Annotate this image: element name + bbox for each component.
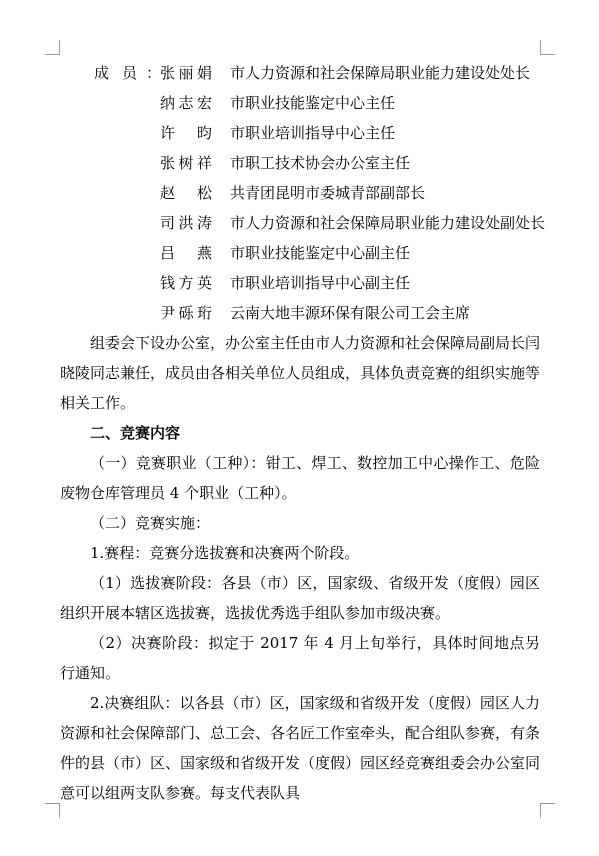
member-row bbox=[60, 268, 540, 298]
member-title: 市人力资源和社会保障局职业能力建设处副处长 bbox=[230, 214, 546, 232]
schedule-paragraph: 1.赛程：竞赛分选拔赛和决赛两个阶段。 bbox=[90, 544, 360, 562]
document-page bbox=[60, 58, 546, 808]
members-label: 成员 bbox=[94, 64, 151, 82]
member-name: 赵松 bbox=[160, 184, 212, 202]
member-row bbox=[60, 58, 540, 88]
section-heading: 二、竞赛内容 bbox=[90, 424, 181, 442]
member-title: 云南大地丰源环保有限公司工会主席 bbox=[230, 304, 471, 322]
member-name: 纳志宏 bbox=[160, 94, 212, 112]
member-title: 共青团昆明市委城青部副部长 bbox=[230, 184, 426, 202]
member-title: 市职工技术协会办公室主任 bbox=[230, 154, 411, 172]
member-title: 市职业技能鉴定中心副主任 bbox=[230, 244, 411, 262]
final-paragraph: （2）决赛阶段：拟定于 2017 年 4 月上旬举行，具体时间地点另行通知。 bbox=[60, 634, 540, 682]
member-row bbox=[60, 88, 540, 118]
member-name: 司洪涛 bbox=[160, 214, 212, 232]
member-title: 市职业技能鉴定中心主任 bbox=[230, 94, 396, 112]
member-title: 市职业培训指导中心副主任 bbox=[230, 274, 411, 292]
member-name: 尹砾珩 bbox=[160, 304, 212, 322]
member-name: 张树祥 bbox=[160, 154, 212, 172]
crop-mark-bottom-right bbox=[540, 803, 555, 818]
office-paragraph: 组委会下设办公室，办公室主任由市人力资源和社会保障局副局长闫晓陵同志兼任，成员由各相关单位人员组成，具体负责竞赛的组织实施等相关工作。 bbox=[60, 334, 541, 412]
crop-mark-top-left bbox=[45, 40, 60, 55]
member-row bbox=[60, 118, 540, 148]
crop-mark-top-right bbox=[540, 40, 555, 55]
member-name: 钱方英 bbox=[160, 274, 212, 292]
member-row bbox=[60, 208, 546, 238]
selection-paragraph: （1）选拔赛阶段：各县（市）区，国家级、省级开发（度假）园区组织开展本辖区选拔赛，选拔优秀选手组队参加市级决赛。 bbox=[60, 574, 540, 622]
teams-paragraph: 2.决赛组队：以各县（市）区，国家级和省级开发（度假）园区人力资源和社会保障部门、总工会、各名匠工作室牵头，配合组队参赛，有条件的县（市）区、国家级和省级开发（度假）园区经竞赛组委会办公室同意可以组两支队参赛。每支代表队具 bbox=[60, 694, 541, 802]
members-colon: ： bbox=[146, 64, 162, 82]
member-name: 许昀 bbox=[160, 124, 212, 142]
member-name: 张丽娟 bbox=[160, 64, 212, 82]
implementation-heading: （二）竞赛实施： bbox=[90, 514, 211, 532]
member-row bbox=[60, 298, 540, 328]
member-title: 市职业培训指导中心主任 bbox=[230, 124, 396, 142]
member-row bbox=[60, 238, 540, 268]
crop-mark-bottom-left bbox=[45, 803, 60, 818]
member-row bbox=[60, 178, 540, 208]
member-name: 吕燕 bbox=[160, 244, 212, 262]
occupations-paragraph: （一）竞赛职业（工种）：钳工、焊工、数控加工中心操作工、危险废物仓库管理员 4 个职业（工种）。 bbox=[60, 454, 540, 502]
member-title: 市人力资源和社会保障局职业能力建设处处长 bbox=[230, 64, 531, 82]
member-row bbox=[60, 148, 540, 178]
